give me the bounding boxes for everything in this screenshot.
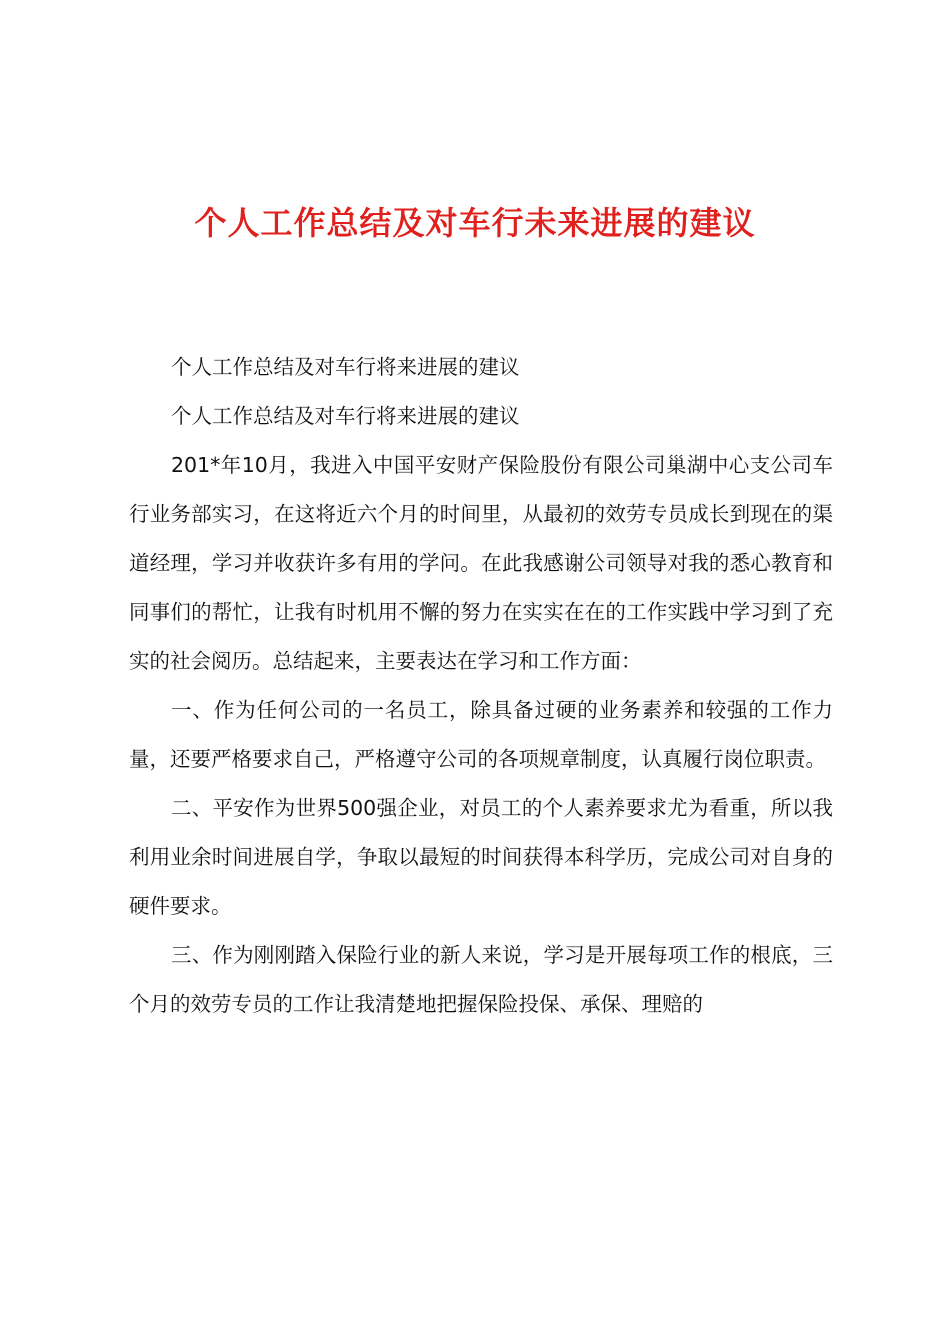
document-body [129,343,833,1029]
document-title: 个人工作总结及对车行未来进展的建议 [194,204,756,242]
paragraph-point-3: 三、作为刚刚踏入保险行业的新人来说，学习是开展每项工作的根底，三个月的效劳专员的工作让我清楚地把握保险投保、承保、理赔的 [129,943,833,1016]
paragraph-subtitle-2: 个人工作总结及对车行将来进展的建议 [171,404,520,428]
paragraph-intro: 201*年10月，我进入中国平安财产保险股份有限公司巢湖中心支公司车行业务部实习，在这将近六个月的时间里，从最初的效劳专员成长到现在的渠道经理，学习并收获许多有用的学问。在此我感谢公司领导对我的悉心教育和同事们的帮忙，让我有时机用不懈的努力在实实在在的工作实践中学习到了充实的社会阅历。总结起来，主要表达在学习和工作方面： [129,453,833,673]
paragraph-subtitle-1: 个人工作总结及对车行将来进展的建议 [171,355,520,379]
paragraph-point-1: 一、作为任何公司的一名员工，除具备过硬的业务素养和较强的工作力量，还要严格要求自己，严格遵守公司的各项规章制度，认真履行岗位职责。 [129,698,833,771]
paragraph-point-2: 二、平安作为世界500强企业，对员工的个人素养要求尤为看重，所以我利用业余时间进展自学，争取以最短的时间获得本科学历，完成公司对自身的硬件要求。 [129,796,833,918]
